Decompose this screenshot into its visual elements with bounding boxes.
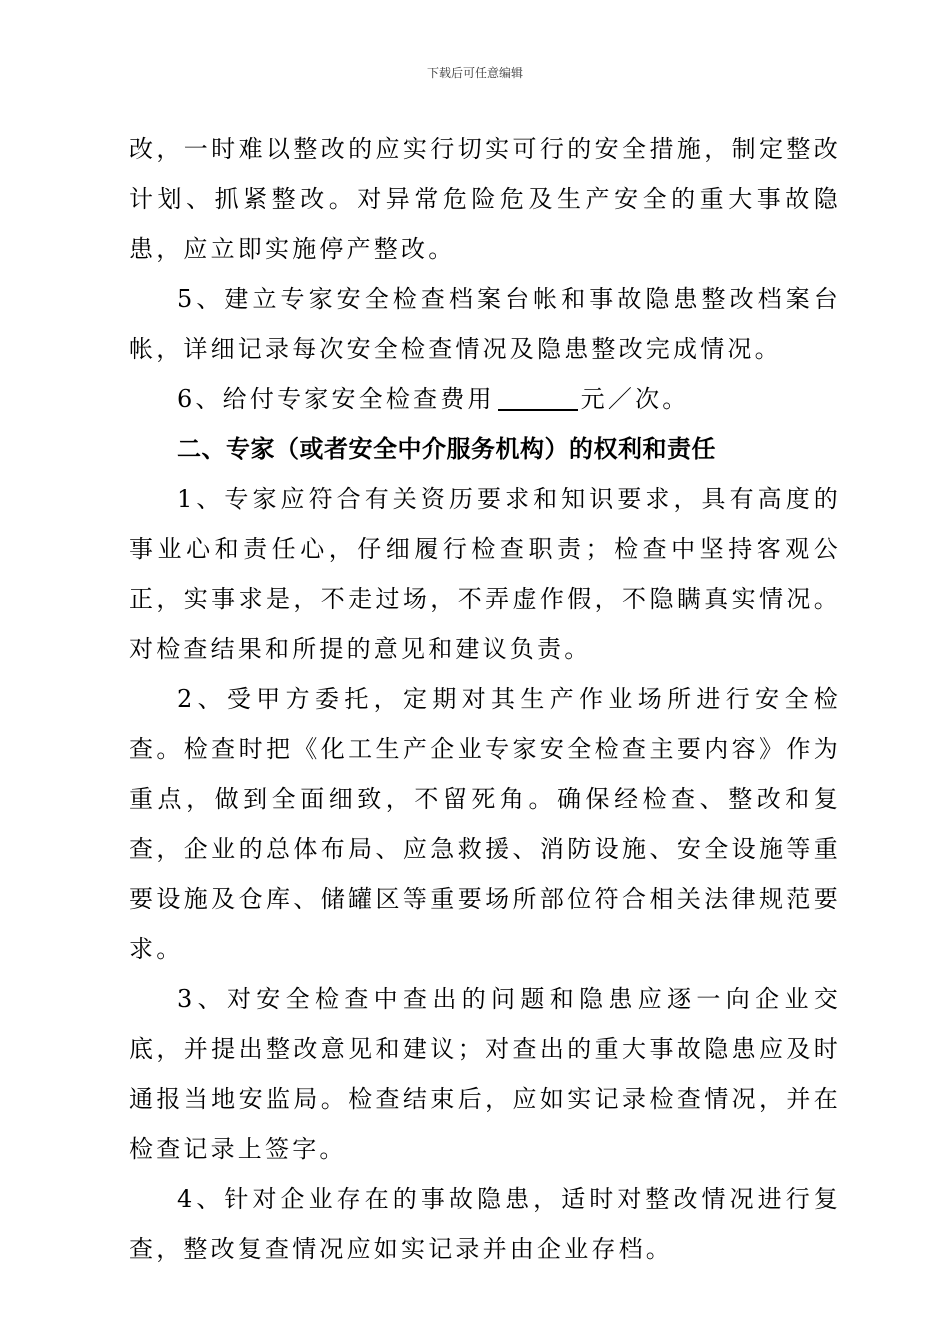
section-heading: 二、专家（或者安全中介服务机构）的权利和责任 [177, 435, 716, 463]
page-header: 下载后可任意编辑 [426, 66, 523, 80]
paragraph-duty-4: 4、针对企业存在的事故隐患，适时对整改情况进行复查，整改复查情况应如实记录并由企业存档。 [129, 1185, 841, 1263]
document-body [129, 124, 841, 1274]
paragraph-item-5: 5、建立专家安全检查档案台帐和事故隐患整改档案台帐，详细记录每次安全检查情况及隐患整改完成情况。 [129, 285, 841, 363]
paragraph-item-6 [129, 374, 841, 424]
paragraph-continuation: 改，一时难以整改的应实行切实可行的安全措施，制定整改计划、抓紧整改。对异常危险危及生产安全的重大事故隐患，应立即实施停产整改。 [129, 135, 841, 263]
paragraph-duty-2: 2、受甲方委托，定期对其生产作业场所进行安全检查。检查时把《化工生产企业专家安全检查主要内容》作为重点，做到全面细致，不留死角。确保经检查、整改和复查，企业的总体布局、应急救援、消防设施、安全设施等重要设施及仓库、储罐区等重要场所部位符合相关法律规范要求。 [129, 685, 841, 963]
paragraph-duty-1: 1、专家应符合有关资历要求和知识要求，具有高度的事业心和责任心，仔细履行检查职责；检查中坚持客观公正，实事求是，不走过场，不弄虚作假，不隐瞒真实情况。对检查结果和所提的意见和建议负责。 [129, 485, 841, 663]
paragraph-duty-3: 3、对安全检查中查出的问题和隐患应逐一向企业交底，并提出整改意见和建议；对查出的重大事故隐患应及时通报当地安监局。检查结束后，应如实记录检查情况，并在检查记录上签字。 [129, 985, 841, 1163]
fee-text-before: 6、给付专家安全检查费用 [177, 385, 495, 413]
fee-blank-underline [498, 385, 578, 411]
fee-text-after: 元／次。 [580, 385, 690, 413]
